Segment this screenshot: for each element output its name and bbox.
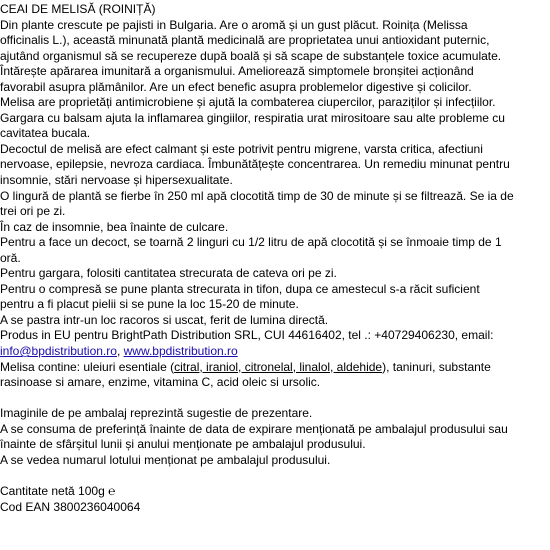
description-line: Decoctul de melisă are efect calmant și este potrivit pentru migrene, varsta critica, afectiuni xyxy=(0,141,483,156)
description-line: nervoase, epilepsie, nevroza cardiaca. Îmbunătățește concentrarea. Un remediu minunat pentru xyxy=(0,157,510,172)
producer-line: Produs in EU pentru BrightPath Distribution SRL, CUI 44616402, tel .: +40729406230, email: xyxy=(0,328,494,343)
blank-line xyxy=(0,468,550,484)
description-line: cavitatea bucala. xyxy=(0,126,91,141)
description-line: ajutând organismul să se recupereze după boală și să scape de substanțele toxice acumulate. xyxy=(0,48,502,63)
description-line: Întărește apărarea imunitară a organismului. Ameliorează simptomele bronșitei acționând xyxy=(0,64,474,79)
contact-line xyxy=(0,344,550,360)
description-line: favorabil asupra plămânilor. Are un efect benefic asupra problemelor digestive și colicilor. xyxy=(0,79,472,94)
description-line: Gargara cu balsam ajuta la inflamarea gingiilor, respiratia urat mirositoare sau alte probleme cu xyxy=(0,110,505,125)
email-link[interactable]: info@bpdistribution.ro xyxy=(0,344,117,359)
notice-line: Imaginile de pe ambalaj reprezintă sugestie de prezentare. xyxy=(0,406,313,421)
description-line: În caz de insomnie, bea înainte de culcare. xyxy=(0,219,229,234)
description-line: Pentru o compresă se pune planta strecurata in tifon, dupa ce amestecul s-a răcit suficient xyxy=(0,281,480,296)
net-quantity: Cantitate netă 100g ℮ xyxy=(0,483,116,498)
description-line: insomnie, stări nervoase și hipersexualitate. xyxy=(0,173,233,188)
allergens-list: citral, iraniol, citronelal, linalol, aldehide xyxy=(174,359,383,374)
description-line: trei ori pe zi. xyxy=(0,204,66,219)
description-line: Pentru gargara, folositi cantitatea strecurata de cateva ori pe zi. xyxy=(0,266,337,281)
description-line: oră. xyxy=(0,250,21,265)
description-line: A se pastra intr-un loc racoros si uscat, ferit de lumina directă. xyxy=(0,312,329,327)
website-link[interactable]: www.bpdistribution.ro xyxy=(123,344,238,359)
ingredients-line xyxy=(0,360,550,376)
ean-code: Cod EAN 3800236040064 xyxy=(0,499,141,514)
notice-line: înainte de sfârșitul lunii și anului menționate pe ambalajul produsului. xyxy=(0,437,366,452)
contact-separator: , xyxy=(116,344,124,359)
product-title: CEAI DE MELISĂ (ROINIȚĂ) xyxy=(0,2,156,16)
ingredients-suffix: ), taninuri, substante xyxy=(382,359,491,374)
blank-line xyxy=(0,391,550,407)
description-line: O lingură de plantă se fierbe în 250 ml apă clocotită timp de 30 de minute și se filtrează. Se ia de xyxy=(0,188,514,203)
notice-line: A se vedea numarul lotului menționat pe ambalajul produsului. xyxy=(0,452,331,467)
description-line: Din plante crescute pe pajisti in Bulgaria. Are o aromă și un gust plăcut. Roinița (Melissa xyxy=(0,17,468,32)
notice-line: A se consuma de preferință înainte de data de expirare menționată pe ambalajul produsului sau xyxy=(0,421,508,436)
description-line: Pentru a face un decoct, se toarnă 2 linguri cu 1/2 litru de apă clocotită și se înmoaie timp de 1 xyxy=(0,235,502,250)
ingredients-line: rasinoase si amare, enzime, vitamina C, acid oleic si ursolic. xyxy=(0,375,321,390)
ingredients-prefix: Melisa contine: uleiuri esentiale ( xyxy=(0,359,175,374)
description-line: Melisa are proprietăți antimicrobiene și ajută la combaterea ciupercilor, paraziților și infecțiilor. xyxy=(0,95,496,110)
description-line: officinalis L.), această minunată plantă medicinală are proprietatea unui antioxidant puternic, xyxy=(0,33,490,48)
description-line: pentru a fi placut pielii si se pune la loc 15-20 de minute. xyxy=(0,297,299,312)
